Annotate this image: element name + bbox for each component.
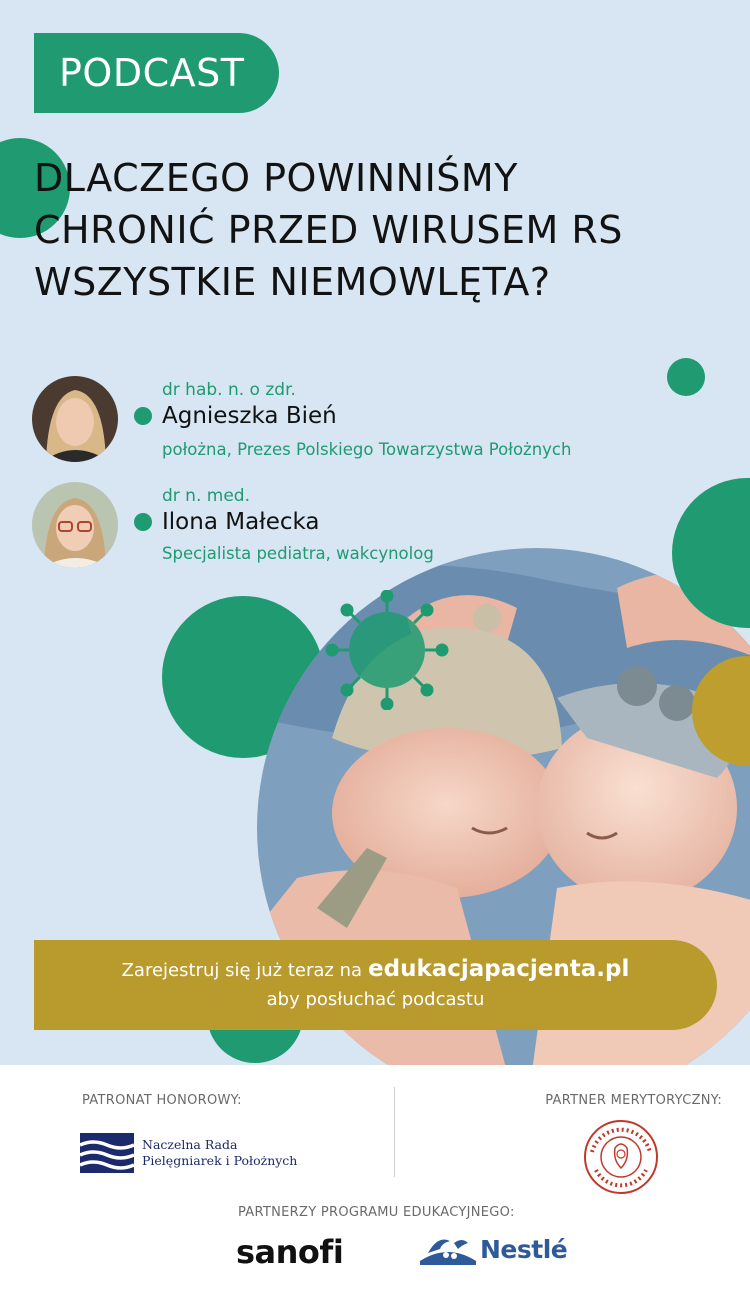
speaker-title: dr hab. n. o zdr.	[162, 380, 296, 400]
org-name: Pielęgniarek i Położnych	[142, 1153, 298, 1168]
podcast-badge	[34, 33, 279, 113]
speaker-name: Agnieszka Bień	[162, 403, 337, 429]
content-partner-label: PARTNER MERYTORYCZNY:	[545, 1093, 722, 1108]
headline-line: DLACZEGO POWINNIŚMY	[34, 156, 518, 200]
virus-icon	[325, 590, 455, 710]
footer	[0, 1065, 750, 1290]
speaker-bullet-dot	[134, 407, 152, 425]
nest-birds-icon	[418, 1231, 478, 1267]
speaker-avatar	[32, 376, 118, 462]
nestle-logo	[418, 1231, 567, 1267]
speaker-name: Ilona Małecka	[162, 509, 320, 535]
headline-line: CHRONIĆ PRZED WIRUSEM RS	[34, 208, 623, 252]
cta-text: Zarejestruj się już teraz na	[121, 960, 363, 981]
nrpip-logo	[80, 1133, 297, 1173]
speaker-role: Specjalista pediatra, wakcynolog	[162, 544, 434, 563]
headline-line: WSZYSTKIE NIEMOWLĘTA?	[34, 260, 551, 304]
cta-url-link[interactable]: edukacjapacjenta.pl	[368, 956, 630, 982]
speaker-title: dr n. med.	[162, 486, 250, 506]
program-partners-label: PARTNERZY PROGRAMU EDUKACYJNEGO:	[238, 1205, 515, 1220]
register-cta-banner[interactable]	[34, 940, 717, 1030]
sanofi-logo: sanofi	[236, 1233, 344, 1271]
honorary-patronage-label: PATRONAT HONOROWY:	[82, 1093, 242, 1108]
cta-line	[34, 953, 717, 987]
speaker-avatar	[32, 482, 118, 568]
cta-subtext: aby posłuchać podcastu	[266, 989, 485, 1010]
org-name: Naczelna Rada	[142, 1137, 238, 1152]
ptp-seal-logo	[582, 1118, 660, 1196]
speaker-role: położna, Prezes Polskiego Towarzystwa Położnych	[162, 440, 572, 459]
decor-circle	[667, 358, 705, 396]
speaker-bullet-dot	[134, 513, 152, 531]
podcast-badge-label: PODCAST	[59, 51, 245, 95]
nrpip-waves-icon	[80, 1133, 134, 1173]
page-title	[34, 152, 734, 308]
nestle-wordmark: Nestlé	[480, 1234, 568, 1264]
divider	[394, 1087, 395, 1177]
